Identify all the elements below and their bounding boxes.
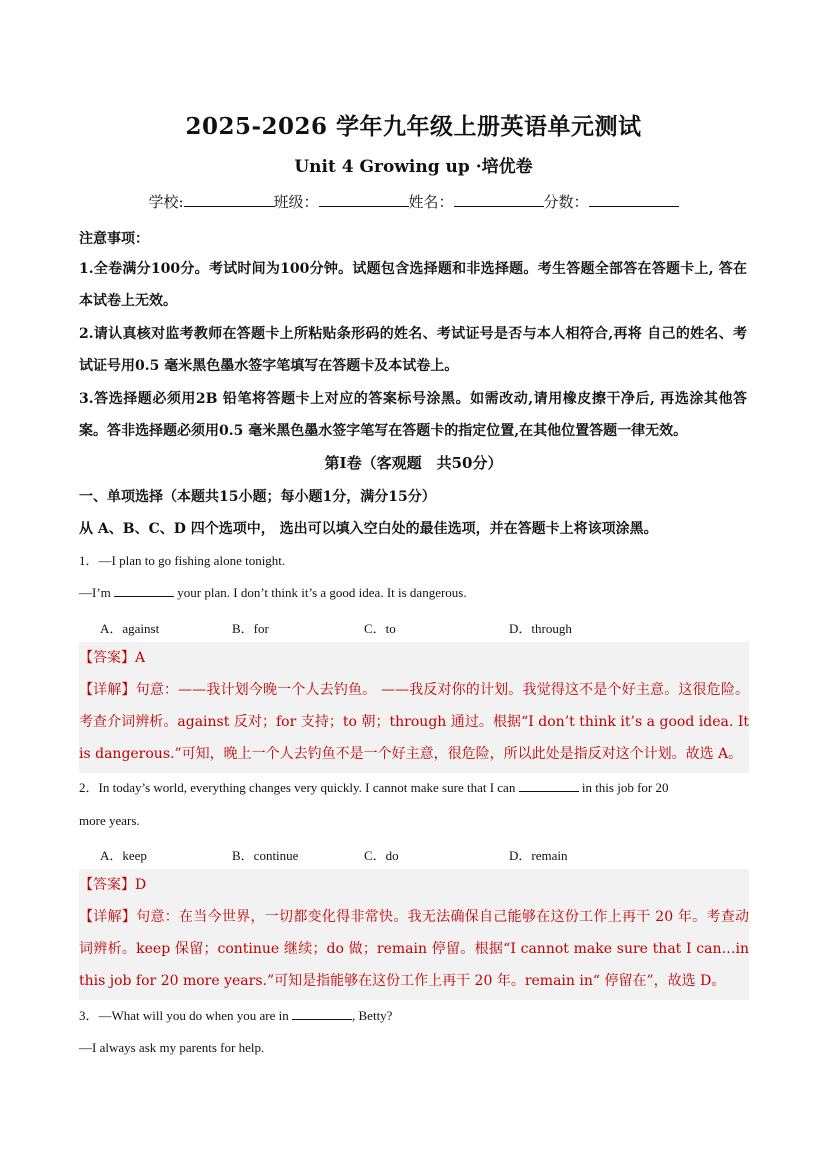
question-3-line-2: —I always ask my parents for help.	[79, 1040, 265, 1055]
question-1-options	[100, 618, 768, 637]
question-1-text-after: your plan. I don’t think it’s a good idea. It is dangerous.	[174, 585, 467, 600]
name-label: 姓名：	[408, 193, 454, 211]
option-c[interactable]: C．do	[364, 848, 399, 863]
score-blank[interactable]	[589, 193, 679, 207]
question-3-text-before: 3．—What will you do when you are in	[79, 1008, 293, 1023]
name-blank[interactable]	[454, 193, 544, 207]
question-2-answer-box	[79, 869, 749, 1000]
question-2-answer: 【答案】D	[79, 877, 147, 893]
score-label: 分数：	[543, 193, 589, 211]
question-3-blank	[292, 1007, 352, 1020]
option-c[interactable]: C．to	[364, 621, 396, 636]
option-b[interactable]: B．continue	[232, 848, 299, 863]
note-item-3: 3.答选择题必须用2B 铅笔将答题卡上对应的答案标号涂黑。如需改动,请用橡皮擦干净后, 再选涂其他答案。答非选择题必须用0.5 毫米黑色墨水签字笔写在答题卡的指定位置,在其他位置答题一律无效。	[79, 391, 747, 439]
option-d[interactable]: D．remain	[509, 848, 568, 863]
question-2-line-2: more years.	[79, 813, 140, 828]
part-heading: 一、单项选择（本题共15小题；每小题1分，满分15分）	[79, 489, 436, 505]
note-item-1: 1.全卷满分100分。考试时间为100分钟。试题包含选择题和非选择题。考生答题全部答在答题卡上, 答在本试卷上无效。	[79, 261, 747, 309]
school-blank[interactable]	[184, 193, 274, 207]
question-2-blank	[519, 779, 579, 792]
question-1-text-before: —I’m	[79, 585, 115, 600]
question-2-detail: 【详解】句意：在当今世界，一切都变化得非常快。我无法确保自己能够在这份工作上再干 20 年。考查动词辨析。keep 保留；continue 继续；do 做；remain 停留。根据“I cannot make sure that I can…in this job for 20 more years.”可知是指能够在这份工作上再干 20 年。remain in“ 停留在”，故选 D。	[79, 909, 749, 989]
exam-title: 2025-2026 学年九年级上册英语单元测试	[185, 113, 642, 140]
question-1-answer-box	[79, 642, 749, 773]
section-title: 第Ⅰ卷（客观题 共50分）	[324, 454, 503, 472]
class-label: 班级：	[273, 193, 319, 211]
question-1-detail: 【详解】句意：——我计划今晚一个人去钓鱼。 ——我反对你的计划。我觉得这不是个好主意。这很危险。考查介词辨析。against 反对；for 支持；to 朝；through 通过。根据“I don’t think it’s a good idea. It is dangerous.”可知，晚上一个人去钓鱼不是一个好主意，很危险，所以此处是指反对这个计划。故选 A。	[79, 682, 749, 762]
question-1-answer: 【答案】A	[79, 650, 146, 666]
option-d[interactable]: D．through	[509, 621, 572, 636]
part-instruction: 从 A、B、C、D 四个选项中， 选出可以填入空白处的最佳选项，并在答题卡上将该项涂黑。	[79, 521, 658, 537]
question-2-options	[100, 845, 768, 864]
question-3-line-1	[79, 1000, 747, 1032]
question-2-text-after: in this job for 20	[578, 780, 669, 795]
question-1-line-1: 1．—I plan to go fishing alone tonight.	[79, 553, 286, 568]
option-b[interactable]: B．for	[232, 621, 269, 636]
question-3-text-after: , Betty?	[352, 1008, 393, 1023]
note-item-2: 2.请认真核对监考教师在答题卡上所粘贴条形码的姓名、考试证号是否与本人相符合,再将 自己的姓名、考试证号用0.5 毫米黑色墨水签字笔填写在答题卡及本试卷上。	[79, 326, 747, 374]
student-info-row	[0, 191, 827, 212]
class-blank[interactable]	[319, 193, 409, 207]
notes-heading: 注意事项：	[79, 231, 149, 247]
exam-subtitle: Unit 4 Growing up ·培优卷	[294, 157, 533, 177]
option-a[interactable]: A．keep	[100, 848, 147, 863]
question-1-blank	[114, 584, 174, 597]
school-label: 学校:	[148, 193, 184, 211]
question-2-text-before: 2．In today’s world, everything changes very quickly. I cannot make sure that I can	[79, 780, 519, 795]
question-2-line-1	[79, 772, 747, 804]
question-1-line-2	[79, 577, 747, 609]
option-a[interactable]: A．against	[100, 621, 160, 636]
